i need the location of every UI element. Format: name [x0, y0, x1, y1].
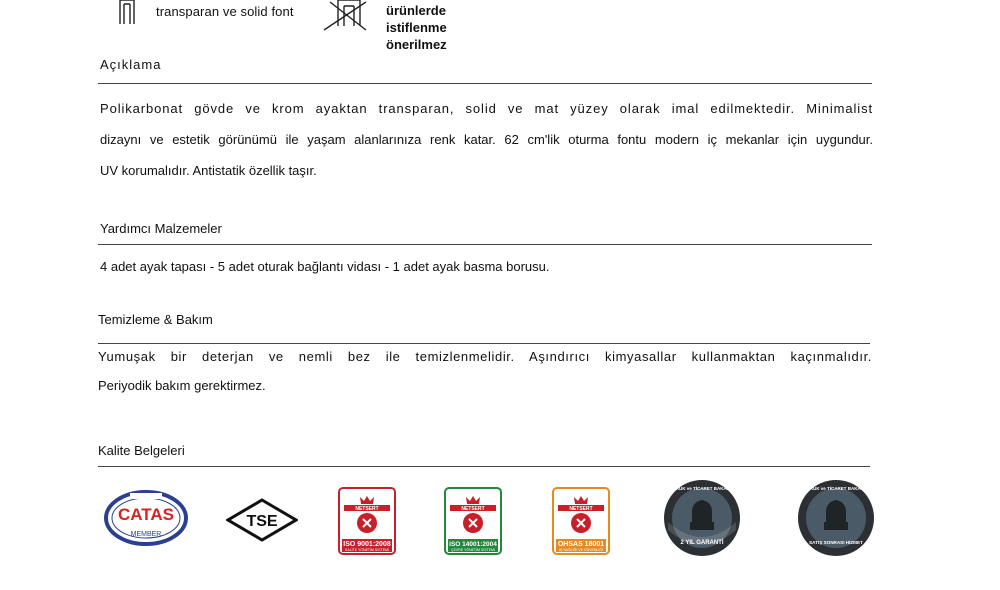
- tse-name: TSE: [246, 513, 278, 530]
- iso9001-sub: KALİTE YÖNETİM SİSTEMİ: [345, 548, 389, 552]
- chair-frame-icon: [118, 0, 138, 26]
- guarantee-seal: [662, 478, 742, 558]
- iso14001-netsert: NETSERT: [461, 506, 485, 512]
- iso9001-badge: [338, 487, 396, 555]
- catas-name: CATAS: [117, 505, 175, 524]
- aciklama-divider: [98, 83, 872, 84]
- aciklama-line: UV korumalıdır. Antistatik özellik taşır.: [100, 163, 317, 178]
- guarantee-text: 2 YIL GARANTİ: [680, 540, 724, 546]
- warning-line: istiflenme: [386, 20, 447, 35]
- aciklama-text: [100, 93, 873, 186]
- yardimci-text: 4 adet ayak tapası - 5 adet oturak bağlantı vidası - 1 adet ayak basma borusu.: [100, 259, 550, 274]
- guarantee-arc-text: GÜMRÜK ve TİCARET BAKANLIĞI: [665, 486, 739, 491]
- no-stacking-icon: [322, 0, 370, 34]
- aciklama-line: Polikarbonat gövde ve krom ayaktan transparan, solid ve mat yüzey olarak imal edilmektedir. Minimalist: [100, 101, 873, 116]
- catas-logo: [104, 490, 188, 546]
- kalite-heading: Kalite Belgeleri: [98, 443, 185, 458]
- ohsas-badge: [552, 487, 610, 555]
- yardimci-heading: Yardımcı Malzemeler: [100, 221, 222, 236]
- warning-line: ürünlerde: [386, 3, 446, 18]
- iso14001-badge: [444, 487, 502, 555]
- top-caption: transparan ve solid font: [156, 4, 294, 19]
- temizleme-text: [98, 342, 872, 400]
- iso9001-code: ISO 9001:2008: [343, 541, 391, 548]
- catas-member: MEMBER: [130, 531, 162, 538]
- tse-logo: [226, 498, 298, 542]
- service-seal: [796, 478, 876, 558]
- service-arc-text: GÜMRÜK ve TİCARET BAKANLIĞI: [799, 486, 873, 491]
- yardimci-divider: [98, 244, 872, 245]
- kalite-divider: [98, 466, 870, 467]
- iso9001-netsert: NETSERT: [355, 506, 379, 512]
- temizleme-heading: Temizleme & Bakım: [98, 312, 213, 327]
- ohsas-code: OHSAS 18001: [557, 541, 605, 548]
- ohsas-sub: İŞ SAĞLIĞI VE GÜVENLİĞİ: [559, 548, 603, 552]
- warning-line: önerilmez: [386, 37, 447, 52]
- aciklama-heading: Açıklama: [100, 57, 162, 72]
- iso14001-code: ISO 14001:2004: [449, 541, 497, 548]
- temizleme-line: Yumuşak bir deterjan ve nemli bez ile temizlenmelidir. Aşındırıcı kimyasallar kullanmaktan kaçınmalıdır.: [98, 349, 872, 364]
- service-text: SATIŞ SONRASI HİZMET: [809, 540, 863, 545]
- aciklama-line: dizaynı ve estetik görünümü ile yaşam alanlarınıza renk katar. 62 cm'lik oturma fontu modern iç mekanlar için uygundur.: [100, 132, 873, 147]
- ohsas-netsert: NETSERT: [569, 506, 593, 512]
- stacking-warning: [386, 0, 447, 53]
- iso14001-sub: ÇEVRE YÖNETİM SİSTEMİ: [451, 548, 495, 552]
- temizleme-line: Periyodik bakım gerektirmez.: [98, 378, 266, 393]
